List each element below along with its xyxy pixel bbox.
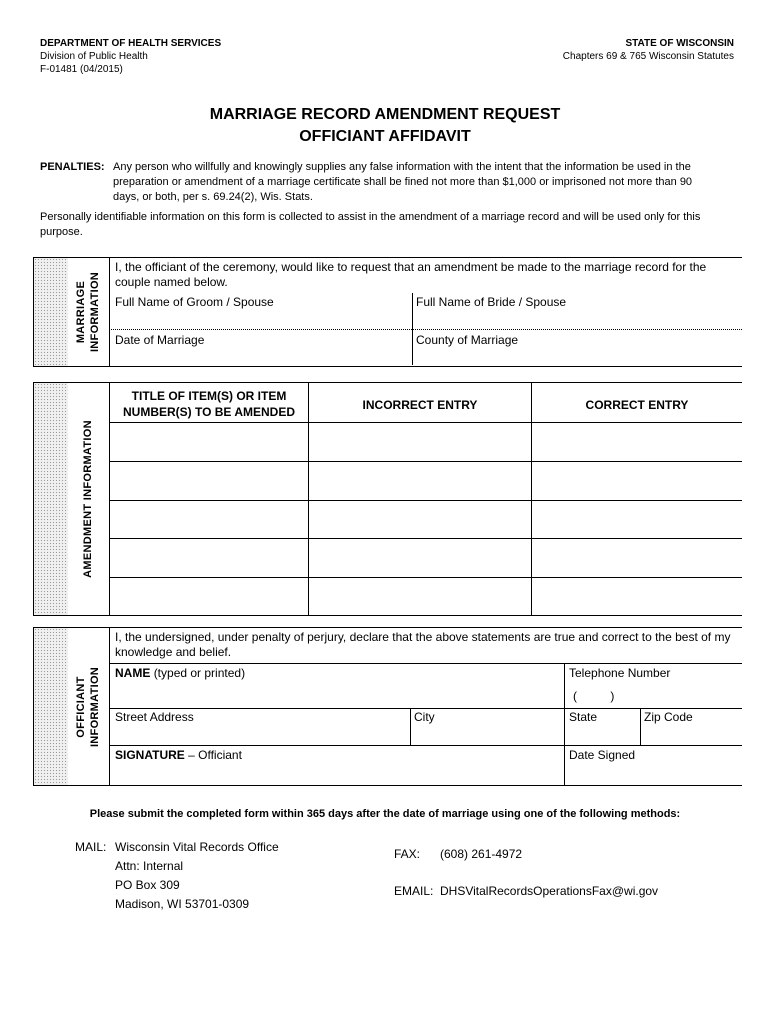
officiant-information-section (33, 627, 742, 786)
amendment-row-2-item-field[interactable] (110, 462, 308, 500)
marriage-county-label: County of Marriage (416, 333, 519, 347)
officiant-column-divider-right (564, 663, 565, 785)
email-address[interactable]: DHSVitalRecordsOperationsFax@wi.gov (440, 884, 659, 898)
officiant-row-divider (109, 663, 742, 664)
fax-label: FAX: (394, 847, 421, 861)
amendment-side-label: AMENDMENT INFORMATION (82, 420, 94, 578)
signature-label: SIGNATURE – Officiant (115, 748, 242, 762)
mail-label: MAIL: (75, 840, 107, 854)
city-field[interactable] (412, 726, 562, 744)
city-label: City (414, 710, 435, 724)
amendment-row-3-correct-field[interactable] (532, 501, 742, 538)
amendment-row-5-incorrect-field[interactable] (309, 578, 531, 614)
department-name: DEPARTMENT OF HEALTH SERVICES (40, 38, 222, 49)
mail-address-line: PO Box 309 (115, 878, 180, 892)
marriage-date-field[interactable] (110, 348, 410, 364)
amendment-side-shading (33, 383, 68, 615)
officiant-side-label: OFFICIANT INFORMATION (75, 666, 101, 747)
state-label: State (569, 710, 598, 724)
amendment-row-3-incorrect-field[interactable] (309, 501, 531, 538)
amendment-row-5-correct-field[interactable] (532, 578, 742, 614)
column-header-correct: CORRECT ENTRY (585, 398, 689, 412)
form-number: F-01481 (04/2015) (40, 64, 123, 75)
marriage-county-field[interactable] (414, 348, 740, 364)
amendment-row-1-item-field[interactable] (110, 423, 308, 461)
bride-name-label: Full Name of Bride / Spouse (416, 295, 567, 309)
officiant-row-divider (109, 745, 742, 746)
amendment-row-1-correct-field[interactable] (532, 423, 742, 461)
telephone-field[interactable] (588, 686, 738, 706)
amendment-row-4-incorrect-field[interactable] (309, 539, 531, 577)
amendment-row-5-item-field[interactable] (110, 578, 308, 614)
mail-address (115, 838, 279, 914)
date-signed-field[interactable] (566, 764, 740, 784)
mail-address-line: Attn: Internal (115, 859, 184, 873)
marriage-intro: I, the officiant of the ceremony, would like to request that an amendment be made to the marriage record for the couple named below. (115, 260, 707, 289)
officiant-name-label: NAME (typed or printed) (115, 666, 246, 680)
amendment-row-4-correct-field[interactable] (532, 539, 742, 577)
groom-name-label: Full Name of Groom / Spouse (115, 295, 274, 309)
groom-name-field[interactable] (110, 310, 410, 328)
marriage-information-section (33, 257, 742, 367)
zip-code-field[interactable] (642, 726, 740, 744)
perjury-declaration: I, the undersigned, under penalty of perjury, declare that the above statements are true and correct to the best of my knowledge and belief. (115, 630, 731, 659)
amendment-row-2-incorrect-field[interactable] (309, 462, 531, 500)
marriage-side-shading (33, 258, 68, 366)
signature-field[interactable] (110, 764, 562, 784)
officiant-name-field[interactable] (110, 682, 562, 707)
amendment-information-section (33, 382, 742, 616)
division-name: Division of Public Health (40, 51, 148, 62)
column-header-incorrect: INCORRECT ENTRY (362, 398, 478, 412)
statutes-reference: Chapters 69 & 765 Wisconsin Statutes (562, 51, 734, 62)
marriage-row-divider (109, 329, 742, 330)
mail-address-line: Madison, WI 53701-0309 (115, 897, 250, 911)
date-signed-label: Date Signed (569, 748, 636, 762)
officiant-column-divider-zip (640, 708, 641, 745)
amendment-side-label-box (67, 383, 110, 615)
officiant-side-label-box (67, 628, 110, 785)
officiant-row-divider (109, 708, 742, 709)
privacy-notice: Personally identifiable information on this form is collected to assist in the amendment of a marriage record and will be used only for this purpose. (40, 211, 701, 238)
state-name: STATE OF WISCONSIN (625, 38, 734, 49)
mail-address-line: Wisconsin Vital Records Office (115, 840, 279, 854)
amendment-row-2-correct-field[interactable] (532, 462, 742, 500)
street-address-field[interactable] (110, 726, 408, 744)
amendment-row-1-incorrect-field[interactable] (309, 423, 531, 461)
state-field[interactable] (566, 726, 638, 744)
marriage-side-label: MARRIAGE INFORMATION (75, 271, 101, 353)
amendment-row-4-item-field[interactable] (110, 539, 308, 577)
bride-name-field[interactable] (414, 310, 740, 328)
telephone-label: Telephone Number (569, 666, 671, 680)
penalties-text: Any person who willfully and knowingly supplies any false information with the intent that the information be used in the preparation or amendment of a marriage certificate shall be fined not more than $1,000 or imprisoned not more than 90 days, or both, per s. 69.24(2), Wis. Stats. (113, 161, 693, 203)
fax-number: (608) 261-4972 (440, 847, 523, 861)
form-title: MARRIAGE RECORD AMENDMENT REQUEST (209, 106, 561, 123)
marriage-date-label: Date of Marriage (115, 333, 205, 347)
form-subtitle: OFFICIANT AFFIDAVIT (299, 128, 471, 145)
street-address-label: Street Address (115, 710, 194, 724)
submission-instructions: Please submit the completed form within 365 days after the date of marriage using one of the following methods: (89, 808, 681, 820)
marriage-side-label-box (67, 258, 110, 366)
telephone-area-code: ( ) (573, 689, 615, 703)
officiant-side-shading (33, 628, 68, 785)
column-header-item: TITLE OF ITEM(S) OR ITEM NUMBER(S) TO BE AMENDED (122, 389, 295, 419)
email-label: EMAIL: (394, 884, 434, 898)
penalties-label: PENALTIES: (40, 161, 105, 173)
zip-code-label: Zip Code (644, 710, 693, 724)
amendment-row-3-item-field[interactable] (110, 501, 308, 538)
officiant-column-divider-city (410, 708, 411, 745)
